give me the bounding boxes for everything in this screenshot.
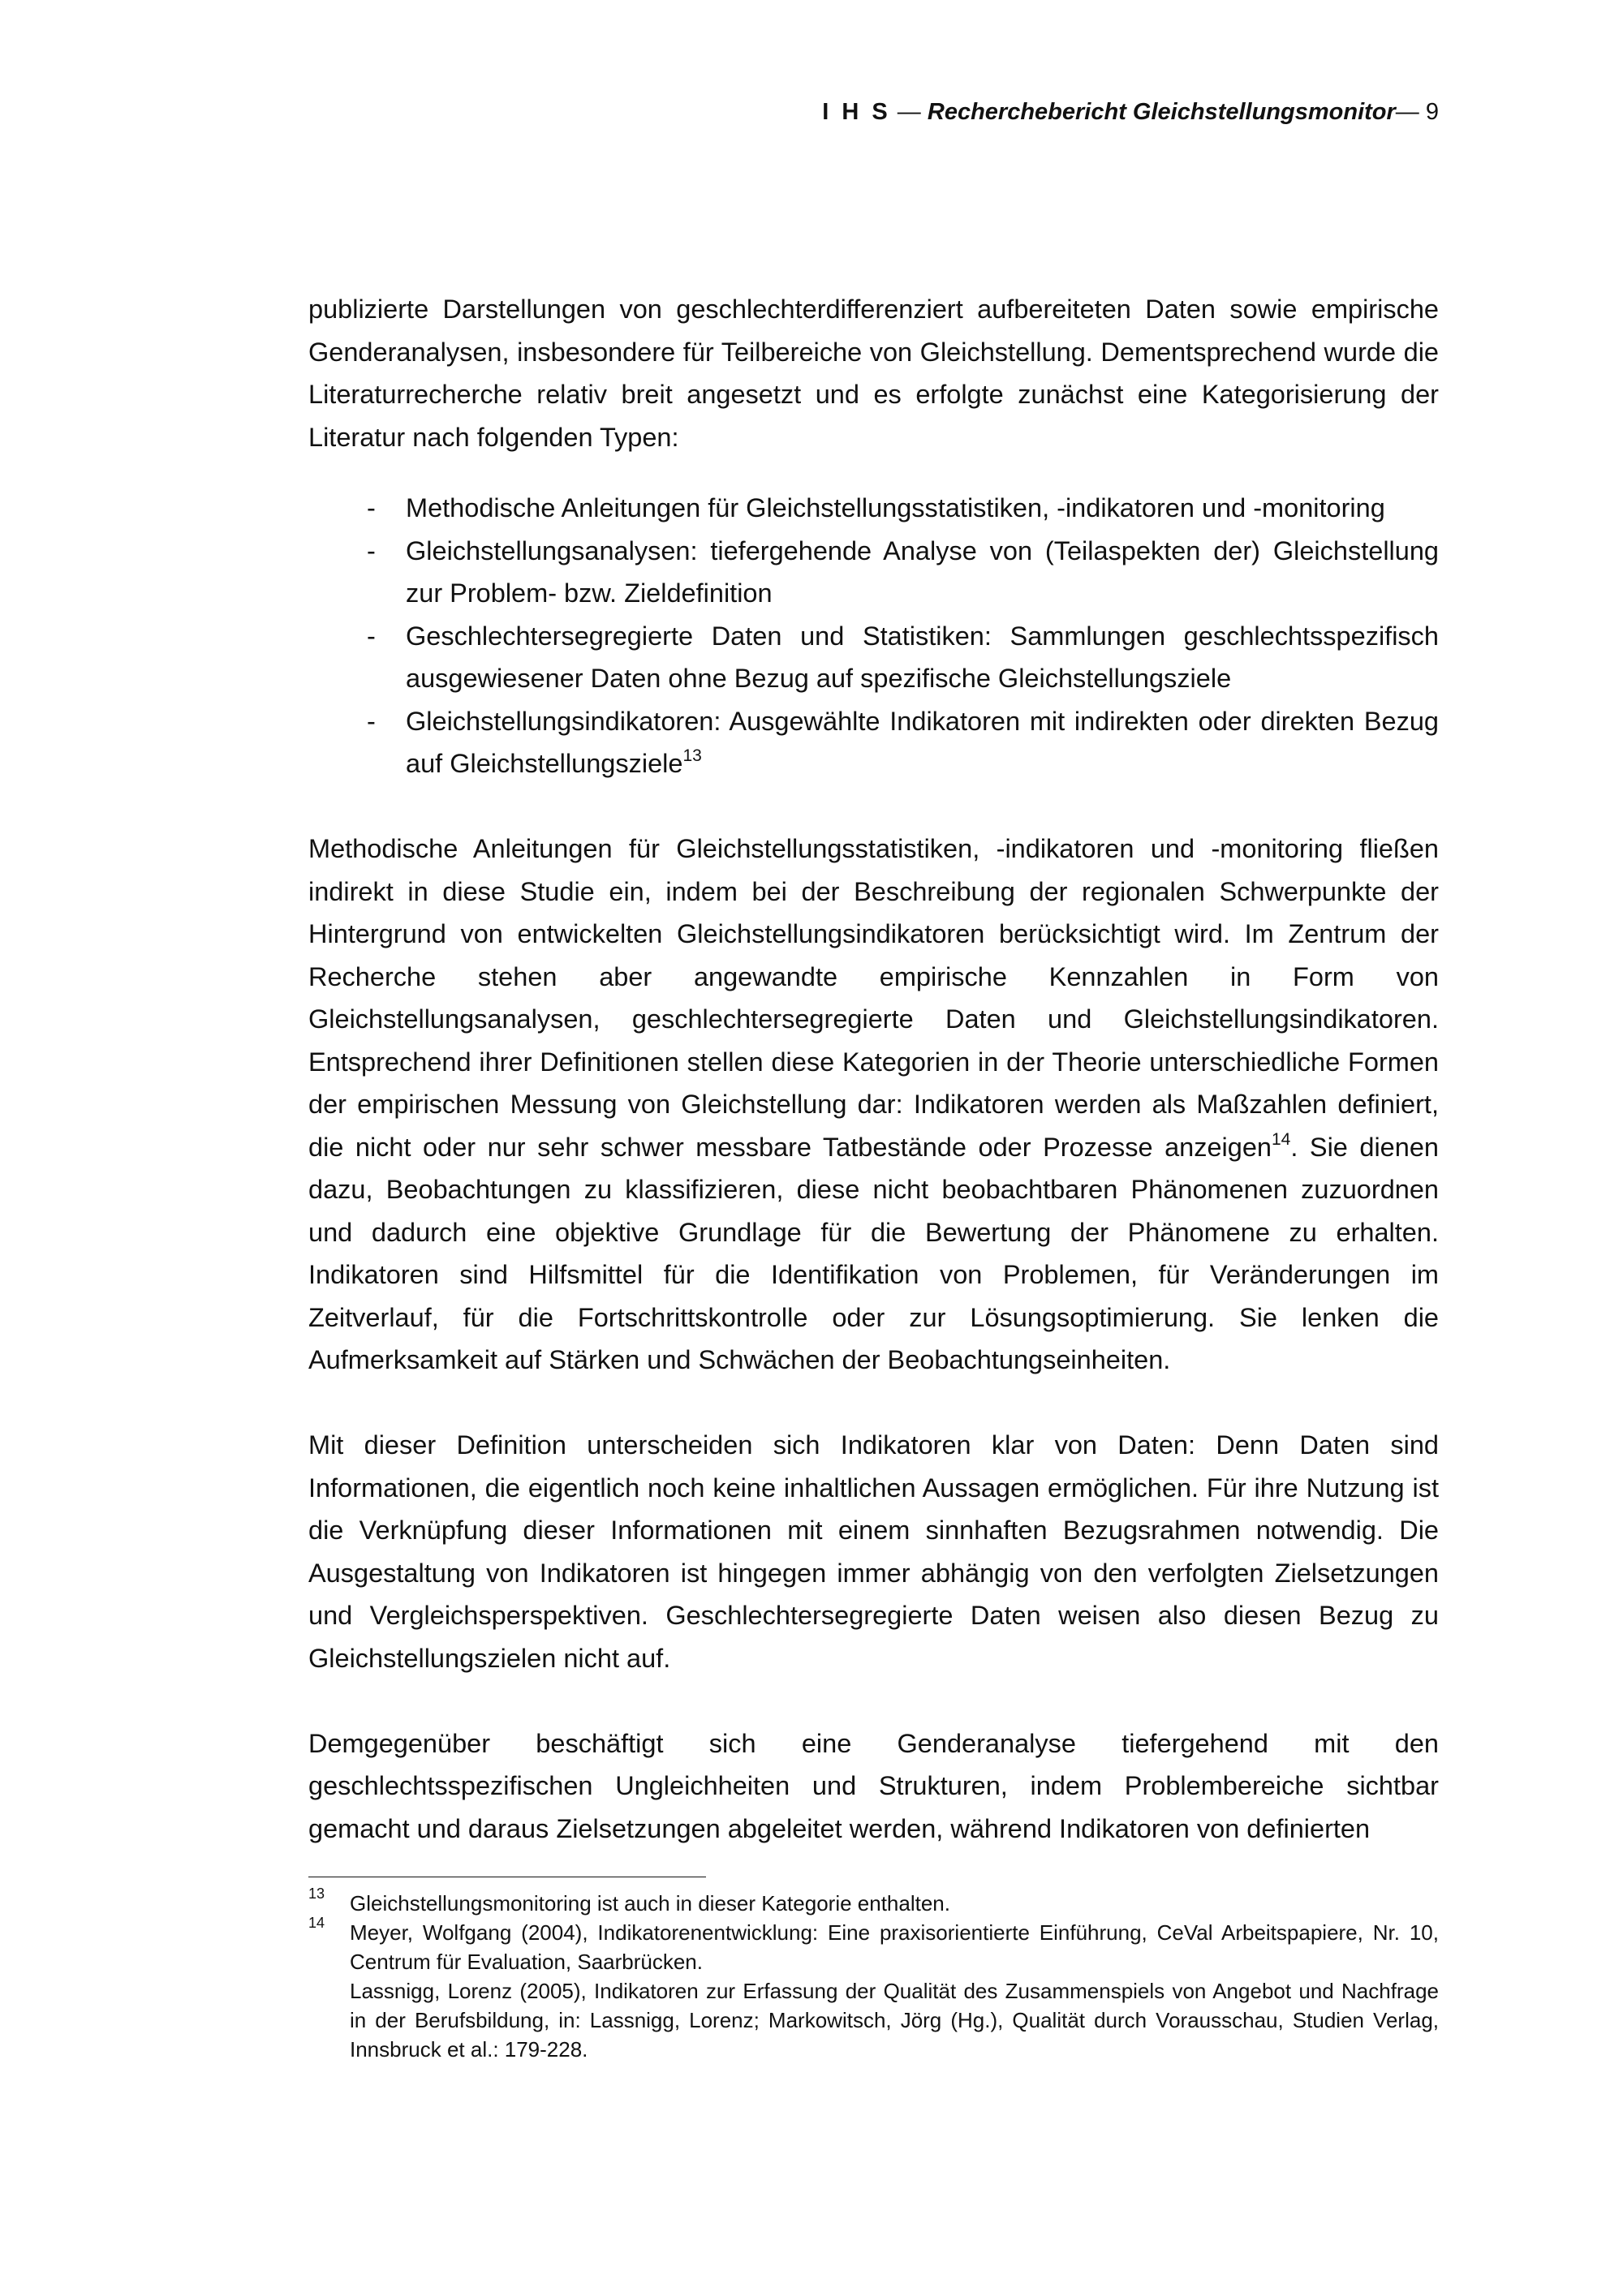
list-marker: - [367,535,376,565]
running-header [308,96,1439,128]
footnote-text: Meyer, Wolfgang (2004), Indikatorenentwicklung: Eine praxisorientierte Einführung, CeVal Arbeitspapiere, Nr. 10, Centrum für Evaluation, Saarbrücken. [350,1920,1439,1974]
header-title: Recherchebericht Gleichstellungsmonitor [927,99,1396,125]
list-marker: - [367,706,376,736]
header-page-separator: — [1395,99,1426,125]
paragraph-1: publizierte Darstellungen von geschlechterdifferenziert aufbereiteten Daten sowie empirische Genderanalysen, insbesondere für Teilbereiche von Gleichstellung. Dementsprechend wurde die Literaturrecherche relativ breit angesetzt und es erfolgte zunächst eine Kategorisierung der Literatur nach folgenden Typen: [308,295,1439,452]
paragraph-2-text-b: . Sie dienen dazu, Beobachtungen zu klassifizieren, diese nicht beobachtbaren Phänomenen zuzuordnen und dadurch eine objektive Grundlage für die Bewertung der Phänomene zu erhalten. Indikatoren sind Hilfsmittel für die Identifikation von Problemen, für Veränderungen im Zeitverlauf, für die Fortschrittskontrolle oder zur Lösungsoptimierung. Sie lenken die Aufmerksamkeit auf Stärken und Schwächen der Beobachtungseinheiten. [308,1132,1439,1374]
list-item-text: Geschlechtersegregierte Daten und Statistiken: Sammlungen geschlechtsspezifisch ausgewiesener Daten ohne Bezug auf spezifische Gleichstellungsziele [406,621,1439,693]
footnote-text: Gleichstellungsmonitoring ist auch in dieser Kategorie enthalten. [350,1891,950,1915]
paragraph-2-text-a: Methodische Anleitungen für Gleichstellungsstatistiken, -indikatoren und -monitoring fließen indirekt in diese Studie ein, indem bei der Beschreibung der regionalen Schwerpunkte der Hintergrund von entwickelten Gleichstellungsindikatoren berücksichtigt wird. Im Zentrum der Recherche stehen aber angewandte empirische Kennzahlen in Form von Gleichstellungsanalysen, geschlechtersegregierte Daten und Gleichstellungsindikatoren. Entsprechend ihrer Definitionen stellen diese Kategorien in der Theorie unterschiedliche Formen der empirischen Messung von Gleichstellung dar: Indikatoren werden als Maßzahlen definiert, die nicht oder nur sehr schwer messbare Tatbestände oder Prozesse anzeigen [308,834,1439,1162]
list-marker: - [367,621,376,651]
footnote-ref-14[interactable]: 14 [1272,1129,1291,1149]
list-item [308,530,1439,615]
footnote-13 [308,1885,1439,1918]
spacer [308,1679,1439,1722]
footnote-number: 13 [308,1885,325,1902]
list-item-text: Gleichstellungsanalysen: tiefergehende Analyse von (Teilaspekten der) Gleichstellung zur Problem- bzw. Zieldefinition [406,535,1439,608]
header-org: I H S [822,99,891,125]
main-text [308,288,1439,1850]
spacer [308,1382,1439,1425]
paragraph-2 [308,828,1439,1382]
list-item [308,487,1439,530]
footnote-text: Lassnigg, Lorenz (2005), Indikatoren zur Erfassung der Qualität des Zusammenspiels von Angebot und Nachfrage in der Berufsbildung, in: Lassnigg, Lorenz; Markowitsch, Jörg (Hg.), Qualität durch Vorausschau, Studien Verlag, Innsbruck et al.: 179-228. [350,1979,1439,2062]
list-item [308,615,1439,700]
footnote-number: 14 [308,1915,325,1931]
spacer [308,458,1439,487]
footnote-ref-13[interactable]: 13 [682,746,702,765]
page-number: 9 [1425,99,1439,125]
header-separator: — [890,99,928,125]
list-item-text: Methodische Anleitungen für Gleichstellungsstatistiken, -indikatoren und -monitoring [406,493,1385,522]
footnotes [308,1885,1439,2064]
footnote-14 [308,1915,1439,1976]
list-marker: - [367,493,376,522]
paragraph-3: Mit dieser Definition unterscheiden sich Indikatoren klar von Daten: Denn Daten sind Informationen, die eigentlich noch keine inhaltlichen Aussagen ermöglichen. Für ihre Nutzung ist die Verknüpfung dieser Informationen mit einem sinnhaften Bezugsrahmen notwendig. Die Ausgestaltung von Indikatoren ist hingegen immer abhängig von den verfolgten Zielsetzungen und Vergleichsperspektiven. Geschlechtersegregierte Daten weisen also diesen Bezug zu Gleichstellungszielen nicht auf. [308,1430,1439,1673]
paragraph-4: Demgegenüber beschäftigt sich eine Genderanalyse tiefergehend mit den geschlechtsspezifischen Ungleichheiten und Strukturen, indem Problembereiche sichtbar gemacht und daraus Zielsetzungen abgeleitet werden, während Indikatoren von definierten [308,1728,1439,1843]
category-list [308,487,1439,785]
spacer [308,785,1439,828]
footnote-14-continued [308,1976,1439,2064]
list-item [308,700,1439,785]
list-item-text: Gleichstellungsindikatoren: Ausgewählte Indikatoren mit indirekten oder direkten Bezug auf Gleichstellungsziele [406,706,1439,778]
